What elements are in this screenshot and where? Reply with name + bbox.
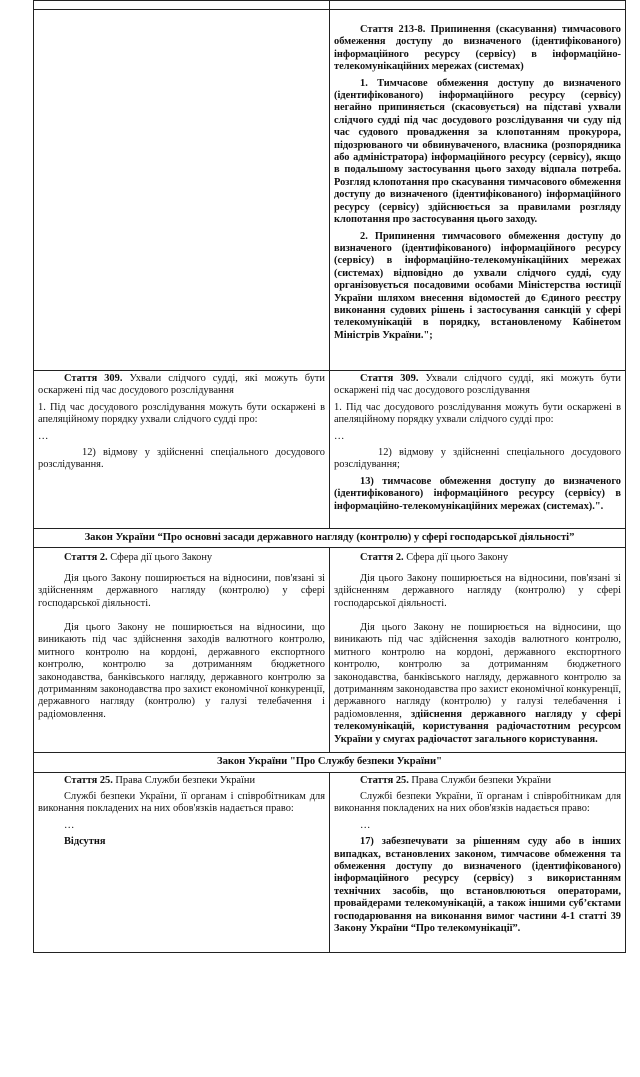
cell-left-empty	[34, 10, 330, 371]
article-25-heading-left	[38, 775, 325, 787]
article-2-title: Сфера дії цього Закону	[107, 552, 213, 564]
article-25-title: Права Служби безпеки України	[408, 774, 552, 786]
cell-left-article-2	[34, 548, 330, 753]
ellipsis-left: …	[38, 430, 49, 442]
article-2-heading-right	[334, 552, 621, 564]
absent-label: Відсутня	[64, 836, 106, 848]
article-2-title: Сфера дії цього Закону	[403, 552, 509, 564]
table-row-cut	[34, 1, 626, 10]
article-2-part-1-left: Дія цього Закону поширюється на відносини, пов'язані зі здійсненням державного нагляду (контролю) у сфері господарської діяльності.	[38, 572, 325, 609]
cell-right-article-25	[330, 772, 626, 952]
article-309-heading-right	[334, 373, 621, 398]
table-row-article-309	[34, 371, 626, 529]
article-2-part-1-right: Дія цього Закону поширюється на відносини, пов'язані зі здійсненням державного нагляду (контролю) у сфері господарської діяльності.	[334, 572, 621, 609]
article-213-8-part-2: 2. Припинення тимчасового обмеження доступу до визначеного (ідентифікованого) інформаційного ресурсу (сервісу) в інформаційно-телекомунікаційних мережах (системах) відповідно до ухвали слідчого судді, суду організовується посадовими особами Міністерства юстиції України шляхом внесення відомостей до Єдиного реєстру виконання судових рішень і застосування санкцій у сфері телекомунікацій в порядку, встановленому Кабінетом Міністрів України.";	[334, 230, 621, 341]
cell-left-article-25	[34, 772, 330, 952]
article-2-number: Стаття 2.	[64, 552, 108, 564]
ellipsis-left-25: …	[64, 819, 75, 831]
table-row-law-heading-1	[34, 529, 626, 548]
article-309-item-12-left: 12) відмову у здійсненні спеціального досудового розслідування.	[38, 447, 325, 471]
article-25-title: Права Служби безпеки України	[112, 774, 256, 786]
article-213-8-part-1: 1. Тимчасове обмеження доступу до визначеного (ідентифікованого) інформаційного ресурсу (сервісу) негайно припиняється (скасовується) на підставі ухвали слідчого судді під час досудового розслідування чи суду під час судового провадження за клопотанням прокурора, підозрюваного чи обвинуваченого, власника (розпорядника або адміністратора) інформаційного ресурсу (сервісу), якщо в подальшому застосування цього заходу відпала потреба. Розгляд клопотання про скасування тимчасового обмеження доступу до визначеного (ідентифікованого) інформаційного ресурсу (сервісу) здійснюється за правилами розгляду клопотання про застосування цього заходу.	[334, 77, 621, 226]
article-309-title: Ухвали слідчого судді, які можуть бути оскаржені під час досудового розслідування	[38, 373, 325, 397]
article-25-number: Стаття 25.	[64, 774, 113, 786]
cell-right-article-309	[330, 371, 626, 529]
article-25-number: Стаття 25.	[360, 774, 409, 786]
article-309-part-1-right: 1. Під час досудового розслідування можуть бути оскаржені в апеляційному порядку ухвали слідчого судді про:	[334, 401, 621, 426]
article-309-number: Стаття 309.	[64, 373, 123, 384]
law-heading-state-supervision: Закон України “Про основні засади державного нагляду (контролю) у сфері господарської діяльності”	[34, 529, 626, 548]
article-2-part-2-plain: Дія цього Закону не поширюється на відносини, що виникають під час здійснення заходів валютного контролю, митного контролю на кордоні, державного експортного контролю, контролю за дотриманням бюджетного законодавства, банківського нагляду, державного контролю за дотриманням законодавства про захист економічної конкуренції, державного нагляду (контролю) у галузі телебачення і радіомовлення,	[334, 622, 621, 720]
article-2-part-2-left: Дія цього Закону не поширюється на відносини, що виникають під час здійснення заходів валютного контролю, митного контролю на кордоні, державного експортного контролю, контролю за дотриманням бюджетного законодавства, банківського нагляду, державного контролю за дотриманням законодавства про захист економічної конкуренції, державного нагляду (контролю) у галузі телебачення і радіомовлення.	[38, 622, 325, 720]
law-heading-security-service: Закон України "Про Службу безпеки України"	[34, 753, 626, 772]
ellipsis-right: …	[334, 430, 345, 442]
table-row-article-25	[34, 772, 626, 952]
cell-right-article-2	[330, 548, 626, 753]
comparison-table	[33, 0, 626, 953]
cell-right-cut	[330, 1, 626, 10]
article-25-intro-right: Службі безпеки України, її органам і співробітникам для виконання покладених на них обов'язків надається право:	[334, 790, 621, 815]
article-309-heading-left	[38, 373, 325, 398]
article-213-8-title: Стаття 213-8. Припинення (скасування) тимчасового обмеження доступу до визначеного (ідентифікованого) інформаційного ресурсу (сервісу) в інформаційно-телекомунікаційних мережах (системах)	[334, 24, 621, 73]
cell-left-cut	[34, 1, 330, 10]
table-row-article-213-8	[34, 10, 626, 371]
article-2-number: Стаття 2.	[360, 552, 404, 564]
article-25-intro-left: Службі безпеки України, її органам і співробітникам для виконання покладених на них обов'язків надається право:	[38, 790, 325, 815]
article-309-item-12-right: 12) відмову у здійсненні спеціального досудового розслідування;	[334, 447, 621, 471]
cell-right-article-213-8	[330, 10, 626, 371]
article-2-heading-left	[38, 552, 325, 564]
article-2-part-2-right	[334, 622, 621, 746]
article-309-part-1-left: 1. Під час досудового розслідування можуть бути оскаржені в апеляційному порядку ухвали слідчого судді про:	[38, 401, 325, 426]
table-row-article-2	[34, 548, 626, 753]
article-2-part-2-added: здійснення державного нагляду у сфері телекомунікацій, користування радіочастотним ресурсом України у смугах радіочастот загального користування.	[334, 708, 621, 745]
article-25-item-17: 17) забезпечувати за рішенням суду або в інших випадках, встановлених законом, тимчасове обмеження та обмеження доступу до визначеного (ідентифікованого) інформаційного ресурсу (сервісу) з використанням технічних засобів, що встановлюються операторами, провайдерами телекомунікацій, а також іншими суб’єктами господарювання на виконання вимог частини 4-1 статті 39 Закону України “Про телекомунікації”.	[334, 836, 621, 934]
article-309-number: Стаття 309.	[360, 373, 419, 384]
ellipsis-right-25: …	[360, 819, 371, 831]
article-309-title: Ухвали слідчого судді, які можуть бути оскаржені під час досудового розслідування	[334, 373, 621, 397]
article-309-item-13-right: 13) тимчасове обмеження доступу до визначеного (ідентифікованого) інформаційного ресурсу (сервісу) в інформаційно-телекомунікаційних мережах (системах).".	[334, 475, 621, 512]
comparison-table-page	[33, 0, 626, 953]
article-25-heading-right	[334, 775, 621, 787]
cell-left-article-309	[34, 371, 330, 529]
table-row-law-heading-2	[34, 753, 626, 772]
